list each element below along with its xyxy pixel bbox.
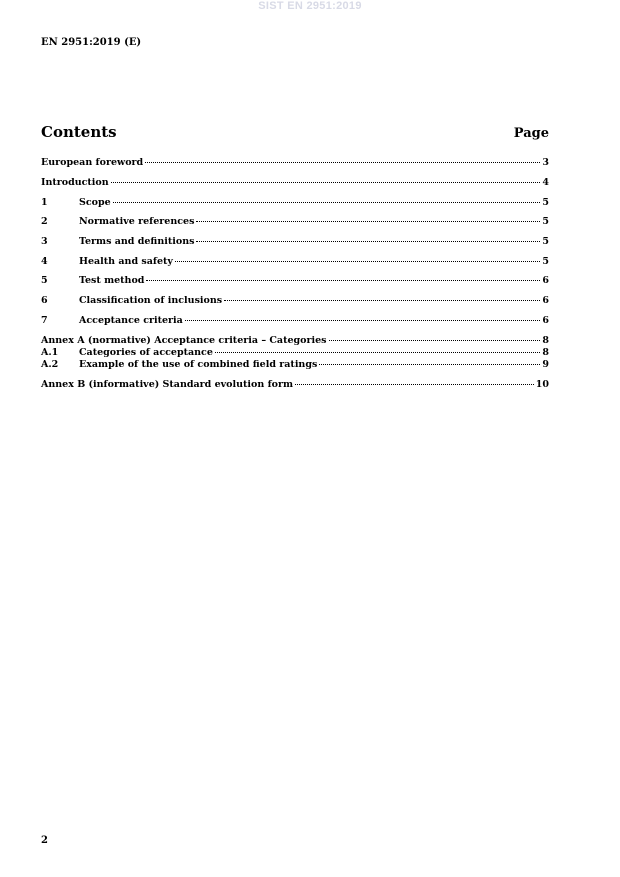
dot-leader — [111, 181, 541, 183]
contents-title: Contents — [41, 123, 117, 141]
toc-entry-title: Categories of acceptance — [79, 347, 213, 358]
toc-entry-number: 3 — [41, 236, 48, 247]
toc-entry-page: 4 — [542, 177, 549, 188]
toc-entry-page: 5 — [542, 216, 549, 227]
toc-entry[interactable] — [41, 157, 549, 169]
toc-entry[interactable] — [41, 177, 549, 189]
toc-entry-page: 5 — [542, 236, 549, 247]
toc-entry-page: 10 — [535, 379, 549, 390]
toc-entry-page: 8 — [542, 347, 549, 358]
toc-entry-page: 8 — [542, 335, 549, 346]
toc-entry[interactable] — [41, 379, 549, 391]
dot-leader — [145, 161, 540, 163]
toc-entry-title: European foreword — [41, 157, 144, 168]
toc-entry-page: 5 — [542, 256, 549, 267]
toc-entry[interactable] — [41, 275, 549, 287]
document-id: EN 2951:2019 (E) — [41, 37, 142, 48]
toc-entry-title: Example of the use of combined field ratings — [79, 359, 318, 370]
toc-entry-title: Test method — [79, 275, 145, 286]
toc-entry-title: Normative references — [79, 216, 195, 227]
toc-entry[interactable] — [41, 347, 549, 359]
toc-entry-number: 4 — [41, 256, 48, 267]
toc-entry-title: Health and safety — [79, 256, 173, 267]
dot-leader — [196, 220, 540, 222]
toc-entry-title: Annex B (informative) Standard evolution form — [41, 379, 294, 390]
dot-leader — [113, 201, 541, 203]
toc-entry-number: 5 — [41, 275, 48, 286]
toc-entry-number: 2 — [41, 216, 48, 227]
toc-entry[interactable] — [41, 335, 549, 347]
toc-entry[interactable] — [41, 256, 549, 268]
toc-entry-page: 5 — [542, 197, 549, 208]
toc-entry-page: 6 — [542, 275, 549, 286]
dot-leader — [185, 319, 541, 321]
dot-leader — [224, 299, 540, 301]
toc-entry-title: Scope — [79, 197, 111, 208]
toc-entry-number: A.2 — [41, 359, 59, 370]
dot-leader — [329, 339, 541, 341]
toc-entry-number: A.1 — [41, 347, 59, 358]
toc-entry[interactable] — [41, 216, 549, 228]
page-column-label: Page — [513, 126, 549, 141]
toc-entry-title: Annex A (normative) Acceptance criteria – Categories — [41, 335, 327, 346]
toc-entry-page: 6 — [542, 295, 549, 306]
dot-leader — [175, 260, 540, 262]
toc-entry-number: 7 — [41, 315, 48, 326]
toc-entry-title: Introduction — [41, 177, 109, 188]
toc-entry-title: Acceptance criteria — [79, 315, 183, 326]
toc-entry[interactable] — [41, 236, 549, 248]
dot-leader — [319, 363, 540, 365]
toc-entry[interactable] — [41, 295, 549, 307]
toc-entry-number: 1 — [41, 197, 48, 208]
dot-leader — [146, 279, 540, 281]
toc-entry-title: Classification of inclusions — [79, 295, 223, 306]
toc-entry-page: 6 — [542, 315, 549, 326]
toc-entry[interactable] — [41, 197, 549, 209]
page-number: 2 — [41, 835, 48, 846]
dot-leader — [295, 383, 534, 385]
dot-leader — [215, 351, 541, 353]
toc-entry-page: 3 — [542, 157, 549, 168]
toc-entry-number: 6 — [41, 295, 48, 306]
toc-entry-page: 9 — [542, 359, 549, 370]
watermark: SIST EN 2951:2019 — [258, 0, 362, 12]
dot-leader — [196, 240, 540, 242]
toc-entry-title: Terms and definitions — [79, 236, 195, 247]
toc-entry[interactable] — [41, 315, 549, 327]
toc-entry[interactable] — [41, 359, 549, 371]
